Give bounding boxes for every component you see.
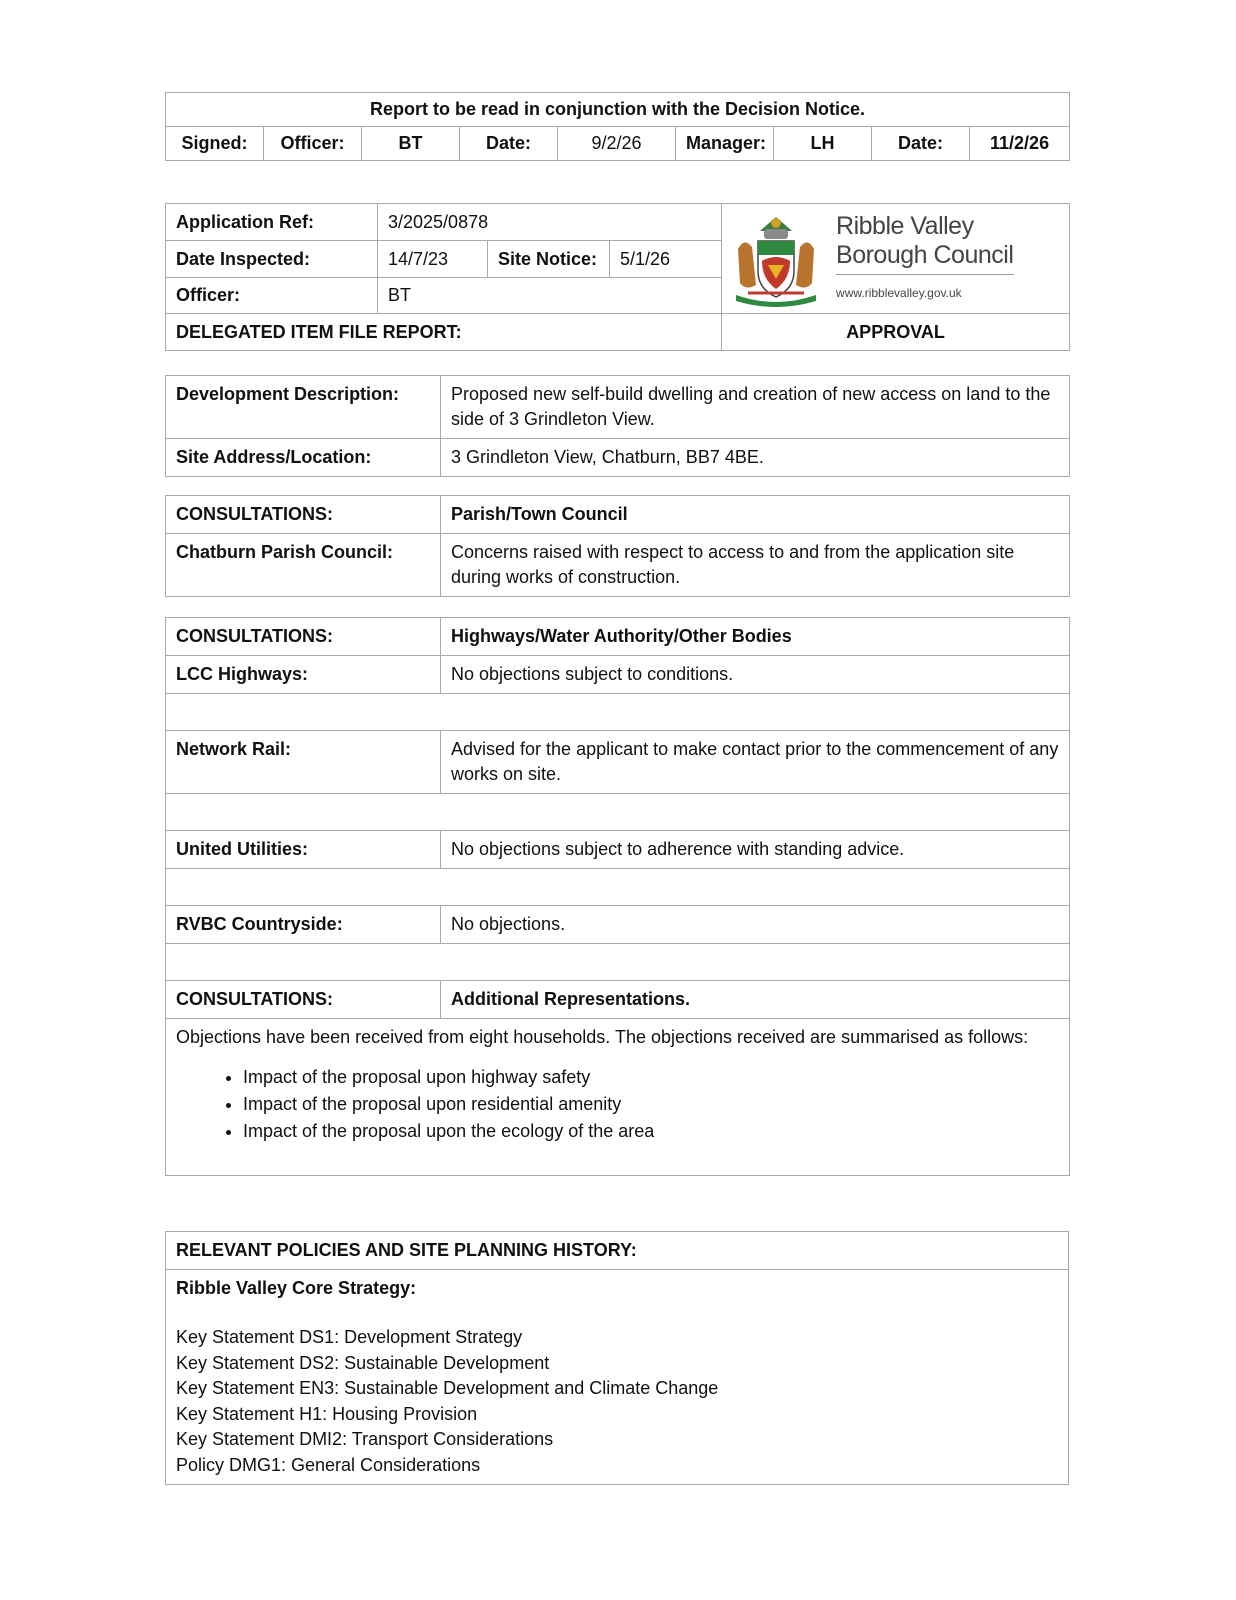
decision-notice-banner: Report to be read in conjunction with the Decision Notice. — [166, 93, 1070, 127]
parish-council-label: Chatburn Parish Council: — [166, 534, 441, 597]
parish-consultation-table — [165, 495, 1070, 597]
consultee-response: No objections subject to conditions. — [441, 656, 1070, 694]
objections-list — [176, 1064, 1059, 1145]
signoff-table — [165, 92, 1070, 161]
parish-consultations-subheading: Parish/Town Council — [441, 496, 1070, 534]
site-notice-label: Site Notice: — [488, 241, 610, 278]
consultee-label: RVBC Countryside: — [166, 906, 441, 944]
signed-label: Signed: — [166, 127, 264, 161]
date-inspected-value: 14/7/23 — [378, 241, 488, 278]
list-item: • Impact of the proposal upon residential amenity — [243, 1091, 1059, 1118]
application-ref-label: Application Ref: — [166, 204, 378, 241]
list-item: Policy DMG1: General Considerations — [176, 1454, 481, 1475]
parish-consultations-heading: CONSULTATIONS: — [166, 496, 441, 534]
development-description-value: Proposed new self-build dwelling and creation of new access on land to the side of 3 Grindleton View. — [441, 376, 1070, 439]
spacer-row — [166, 794, 1070, 831]
council-url: www.ribblevalley.gov.uk — [836, 285, 962, 300]
spacer-row — [166, 869, 1070, 906]
site-notice-value: 5/1/26 — [610, 241, 722, 278]
manager-date-label: Date: — [872, 127, 970, 161]
list-item: Key Statement DMI2: Transport Considerations — [176, 1429, 554, 1449]
objections-summary — [166, 1019, 1070, 1176]
application-table — [165, 203, 1070, 351]
officer-date: 9/2/26 — [558, 127, 676, 161]
parish-council-response: Concerns raised with respect to access to and from the application site during works of construction. — [441, 534, 1070, 597]
manager-label: Manager: — [676, 127, 774, 161]
manager-date: 11/2/26 — [970, 127, 1070, 161]
manager-initials: LH — [774, 127, 872, 161]
date-inspected-label: Date Inspected: — [166, 241, 378, 278]
additional-consultations-subheading: Additional Representations. — [441, 981, 1070, 1019]
policies-table — [165, 1231, 1069, 1485]
site-address-value: 3 Grindleton View, Chatburn, BB7 4BE. — [441, 439, 1070, 477]
council-logo — [722, 204, 1070, 314]
list-item: • Impact of the proposal upon the ecology of the area — [243, 1118, 1059, 1145]
list-item: Key Statement DS2: Sustainable Development — [176, 1352, 550, 1373]
date-label: Date: — [460, 127, 558, 161]
consultee-label: LCC Highways: — [166, 656, 441, 694]
list-item: Key Statement EN3: Sustainable Development and Climate Change — [176, 1378, 719, 1398]
wordmark-divider — [836, 274, 1014, 275]
consultee-label: United Utilities: — [166, 831, 441, 869]
objections-intro: Objections have been received from eight households. The objections received are summarised as follows: — [176, 1027, 1029, 1047]
core-strategy-label: Ribble Valley Core Strategy: — [176, 1278, 417, 1298]
consultee-response: Advised for the applicant to make contact prior to the commencement of any works on site. — [441, 731, 1070, 794]
list-item: Key Statement H1: Housing Provision — [176, 1403, 478, 1424]
development-description-label: Development Description: — [166, 376, 441, 439]
consultations-subheading: Highways/Water Authority/Other Bodies — [441, 618, 1070, 656]
development-table — [165, 375, 1070, 477]
application-officer-label: Officer: — [166, 278, 378, 314]
application-ref-value: 3/2025/0878 — [378, 204, 722, 241]
policies-heading: RELEVANT POLICIES AND SITE PLANNING HISTORY: — [166, 1232, 1069, 1270]
spacer-row — [166, 694, 1070, 731]
list-item: • Impact of the proposal upon highway safety — [243, 1064, 1059, 1091]
officer-initials: BT — [362, 127, 460, 161]
officer-label: Officer: — [264, 127, 362, 161]
spacer-row — [166, 944, 1070, 981]
site-address-label: Site Address/Location: — [166, 439, 441, 477]
consultee-response: No objections subject to adherence with standing advice. — [441, 831, 1070, 869]
council-wordmark — [836, 212, 1014, 306]
consultations-table — [165, 617, 1070, 1176]
delegated-report-label: DELEGATED ITEM FILE REPORT: — [166, 314, 722, 351]
consultee-response: No objections. — [441, 906, 1070, 944]
additional-consultations-heading: CONSULTATIONS: — [166, 981, 441, 1019]
council-name-line1: Ribble Valley — [836, 211, 974, 240]
council-name-line2: Borough Council — [836, 240, 1014, 269]
consultee-label: Network Rail: — [166, 731, 441, 794]
application-officer-value: BT — [378, 278, 722, 314]
consultations-heading: CONSULTATIONS: — [166, 618, 441, 656]
coat-of-arms-icon — [730, 209, 822, 309]
list-item: Key Statement DS1: Development Strategy — [176, 1327, 523, 1347]
decision-status: APPROVAL — [722, 314, 1070, 351]
policies-body — [166, 1270, 1069, 1485]
